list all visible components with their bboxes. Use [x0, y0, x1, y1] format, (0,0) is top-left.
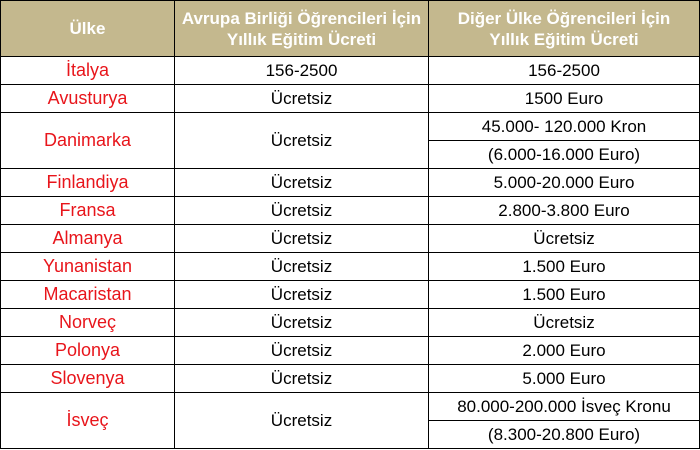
- other-fee-cell: 80.000-200.000 İsveç Kronu: [429, 393, 700, 421]
- other-fee-cell: 1500 Euro: [429, 85, 700, 113]
- eu-fee-cell: Ücretsiz: [175, 197, 429, 225]
- other-fee-cell: 156-2500: [429, 57, 700, 85]
- other-fee-cell: 1.500 Euro: [429, 281, 700, 309]
- country-cell: Slovenya: [1, 365, 175, 393]
- header-other-fee-line1: Diğer Ülke Öğrencileri İçin: [457, 8, 671, 28]
- country-cell: Polonya: [1, 337, 175, 365]
- eu-fee-cell: 156-2500: [175, 57, 429, 85]
- table-row: [1, 113, 700, 141]
- header-eu-fee-line1: Avrupa Birliği Öğrencileri İçin: [181, 8, 422, 28]
- table-row: [1, 225, 700, 253]
- country-cell: Danimarka: [1, 113, 175, 169]
- eu-fee-cell: Ücretsiz: [175, 281, 429, 309]
- country-cell: Macaristan: [1, 281, 175, 309]
- eu-fee-cell: Ücretsiz: [175, 393, 429, 449]
- table-row: [1, 57, 700, 85]
- eu-fee-cell: Ücretsiz: [175, 309, 429, 337]
- other-fee-cell: 1.500 Euro: [429, 253, 700, 281]
- other-fee-cell: Ücretsiz: [429, 225, 700, 253]
- table-row: [1, 85, 700, 113]
- eu-fee-cell: Ücretsiz: [175, 85, 429, 113]
- table-row: [1, 309, 700, 337]
- other-fee-cell-secondary: (6.000-16.000 Euro): [429, 141, 700, 169]
- country-cell: Almanya: [1, 225, 175, 253]
- header-other-fee: [429, 1, 700, 57]
- other-fee-cell: 2.000 Euro: [429, 337, 700, 365]
- country-cell: Fransa: [1, 197, 175, 225]
- header-country: Ülke: [1, 1, 175, 57]
- table-row: [1, 393, 700, 421]
- table-row: [1, 365, 700, 393]
- country-cell: İsveç: [1, 393, 175, 449]
- eu-fee-cell: Ücretsiz: [175, 337, 429, 365]
- table-row: [1, 253, 700, 281]
- table-row: [1, 197, 700, 225]
- country-cell: Finlandiya: [1, 169, 175, 197]
- country-cell: Yunanistan: [1, 253, 175, 281]
- other-fee-cell: 45.000- 120.000 Kron: [429, 113, 700, 141]
- eu-fee-cell: Ücretsiz: [175, 113, 429, 169]
- other-fee-cell: 5.000-20.000 Euro: [429, 169, 700, 197]
- country-cell: Norveç: [1, 309, 175, 337]
- other-fee-cell: 2.800-3.800 Euro: [429, 197, 700, 225]
- eu-fee-cell: Ücretsiz: [175, 169, 429, 197]
- country-cell: Avusturya: [1, 85, 175, 113]
- table-row: [1, 169, 700, 197]
- table-row: [1, 337, 700, 365]
- header-eu-fee: [175, 1, 429, 57]
- other-fee-cell: 5.000 Euro: [429, 365, 700, 393]
- eu-fee-cell: Ücretsiz: [175, 253, 429, 281]
- table-row: [1, 281, 700, 309]
- other-fee-cell: Ücretsiz: [429, 309, 700, 337]
- header-row: [1, 1, 700, 57]
- eu-fee-cell: Ücretsiz: [175, 365, 429, 393]
- other-fee-cell-secondary: (8.300-20.800 Euro): [429, 421, 700, 449]
- header-other-fee-line2: Yıllık Eğitim Ücreti: [489, 29, 639, 49]
- header-eu-fee-line2: Yıllık Eğitim Ücreti: [226, 29, 377, 49]
- country-cell: İtalya: [1, 57, 175, 85]
- eu-fee-cell: Ücretsiz: [175, 225, 429, 253]
